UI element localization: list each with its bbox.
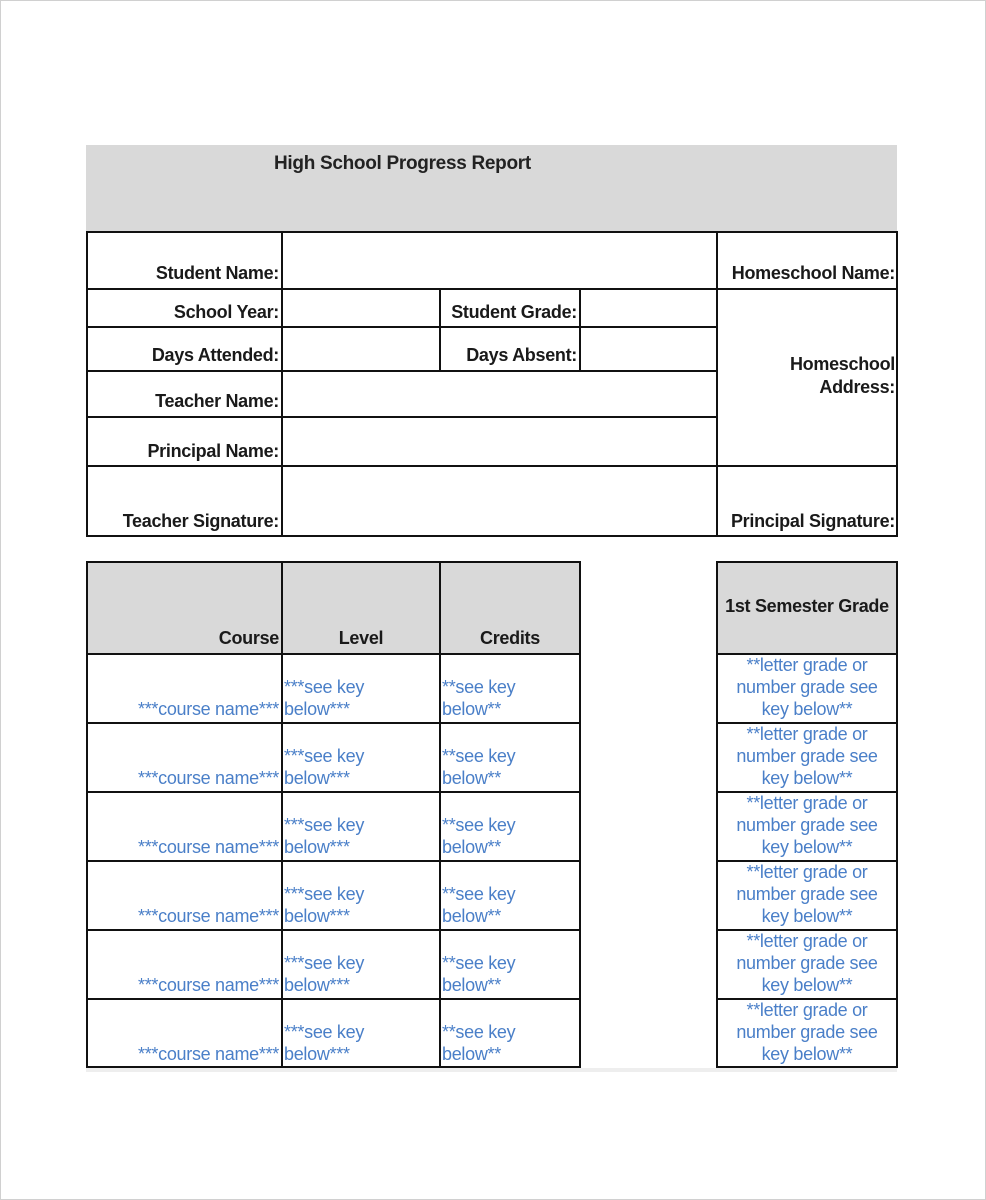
grade-cell-line1: **letter grade or xyxy=(746,931,868,951)
homeschool-name-label: Homeschool Name: xyxy=(731,263,895,283)
credits-cell-line1: **see key xyxy=(442,1022,516,1042)
grade-cell-line1: **letter grade or xyxy=(746,724,868,744)
course-line-top xyxy=(86,561,581,563)
course-vline-right xyxy=(579,561,581,1068)
grade-cell-line1: **letter grade or xyxy=(746,862,868,882)
days-absent-label: Days Absent: xyxy=(466,345,577,365)
credits-cell-line1: **see key xyxy=(442,953,516,973)
level-cell-line1: ***see key xyxy=(284,815,365,835)
credits-cell-line2: below** xyxy=(442,1044,501,1064)
info-line-top xyxy=(86,231,898,233)
info-line-2 xyxy=(86,326,718,328)
course-name-cell: ***course name*** xyxy=(138,975,279,995)
course-line-r4 xyxy=(86,929,581,931)
grade-cell-line2: number grade see xyxy=(736,746,878,766)
course-name-cell: ***course name*** xyxy=(138,1044,279,1064)
level-cell-line2: below*** xyxy=(284,699,350,719)
grade-cell-line1: **letter grade or xyxy=(746,793,868,813)
level-cell-line2: below*** xyxy=(284,975,350,995)
course-line-r5 xyxy=(86,998,581,1000)
course-line-r3 xyxy=(86,860,581,862)
info-line-3 xyxy=(86,370,718,372)
info-vline-4 xyxy=(579,288,581,372)
level-cell-line2: below*** xyxy=(284,906,350,926)
report-title: High School Progress Report xyxy=(274,153,531,174)
level-cell-line1: ***see key xyxy=(284,746,365,766)
grade-cell-line3: key below** xyxy=(761,699,853,719)
info-vline-5 xyxy=(716,231,718,537)
grade-cell-line2: number grade see xyxy=(736,815,878,835)
course-line-r1 xyxy=(86,722,581,724)
credits-cell-line2: below** xyxy=(442,768,501,788)
grade-cell-line3: key below** xyxy=(761,837,853,857)
homeschool-address-label-1: Homeschool xyxy=(789,354,895,374)
level-cell-line2: below*** xyxy=(284,837,350,857)
course-line-head xyxy=(86,653,581,655)
grade-cell-line2: number grade see xyxy=(736,677,878,697)
homeschool-address-label-2: Address: xyxy=(819,377,895,397)
course-name-cell: ***course name*** xyxy=(138,699,279,719)
level-cell-line1: ***see key xyxy=(284,1022,365,1042)
grade-cell-line2: number grade see xyxy=(736,1022,878,1042)
level-cell-line1: ***see key xyxy=(284,953,365,973)
credits-cell-line2: below** xyxy=(442,975,501,995)
info-line-5 xyxy=(86,465,898,467)
credits-header: Credits xyxy=(480,628,540,648)
grade-cell-line2: number grade see xyxy=(736,884,878,904)
credits-cell-line1: **see key xyxy=(442,884,516,904)
info-vline-2 xyxy=(281,231,283,537)
grade-cell-line1: **letter grade or xyxy=(746,655,868,675)
level-header: Level xyxy=(338,628,384,648)
credits-cell-line2: below** xyxy=(442,906,501,926)
info-line-bottom xyxy=(86,535,898,537)
grade-cell-line2: number grade see xyxy=(736,953,878,973)
credits-cell-line1: **see key xyxy=(442,815,516,835)
credits-cell-line1: **see key xyxy=(442,746,516,766)
days-attended-label: Days Attended: xyxy=(151,345,279,365)
level-cell-line2: below*** xyxy=(284,768,350,788)
principal-signature-label: Principal Signature: xyxy=(730,511,895,531)
student-name-label: Student Name: xyxy=(155,263,279,283)
course-vline-left xyxy=(86,561,88,1068)
school-year-label: School Year: xyxy=(173,302,279,322)
semester-header: 1st Semester Grade xyxy=(725,596,889,616)
grade-cell-line3: key below** xyxy=(761,906,853,926)
course-name-cell: ***course name*** xyxy=(138,837,279,857)
level-cell-line1: ***see key xyxy=(284,677,365,697)
credits-cell-line1: **see key xyxy=(442,677,516,697)
info-line-1 xyxy=(86,288,898,290)
course-header: Course xyxy=(218,628,279,648)
level-cell-line1: ***see key xyxy=(284,884,365,904)
credits-cell-line2: below** xyxy=(442,699,501,719)
info-vline-3 xyxy=(439,288,441,372)
course-line-r2 xyxy=(86,791,581,793)
student-grade-label: Student Grade: xyxy=(451,302,577,322)
sem-line-top xyxy=(716,561,898,563)
course-name-cell: ***course name*** xyxy=(138,906,279,926)
grade-cell-line3: key below** xyxy=(761,975,853,995)
page-bottom-edge xyxy=(86,1068,897,1072)
info-vline-left xyxy=(86,231,88,537)
grade-cell-line3: key below** xyxy=(761,768,853,788)
level-cell-line2: below*** xyxy=(284,1044,350,1064)
info-line-4 xyxy=(86,416,718,418)
credits-cell-line2: below** xyxy=(442,837,501,857)
info-vline-right xyxy=(896,231,898,537)
teacher-signature-label: Teacher Signature: xyxy=(122,511,279,531)
teacher-name-label: Teacher Name: xyxy=(155,391,279,411)
title-band xyxy=(86,145,897,231)
course-name-cell: ***course name*** xyxy=(138,768,279,788)
grade-cell-line3: key below** xyxy=(761,1044,853,1064)
grade-cell-line1: **letter grade or xyxy=(746,1000,868,1020)
principal-name-label: Principal Name: xyxy=(147,441,279,461)
